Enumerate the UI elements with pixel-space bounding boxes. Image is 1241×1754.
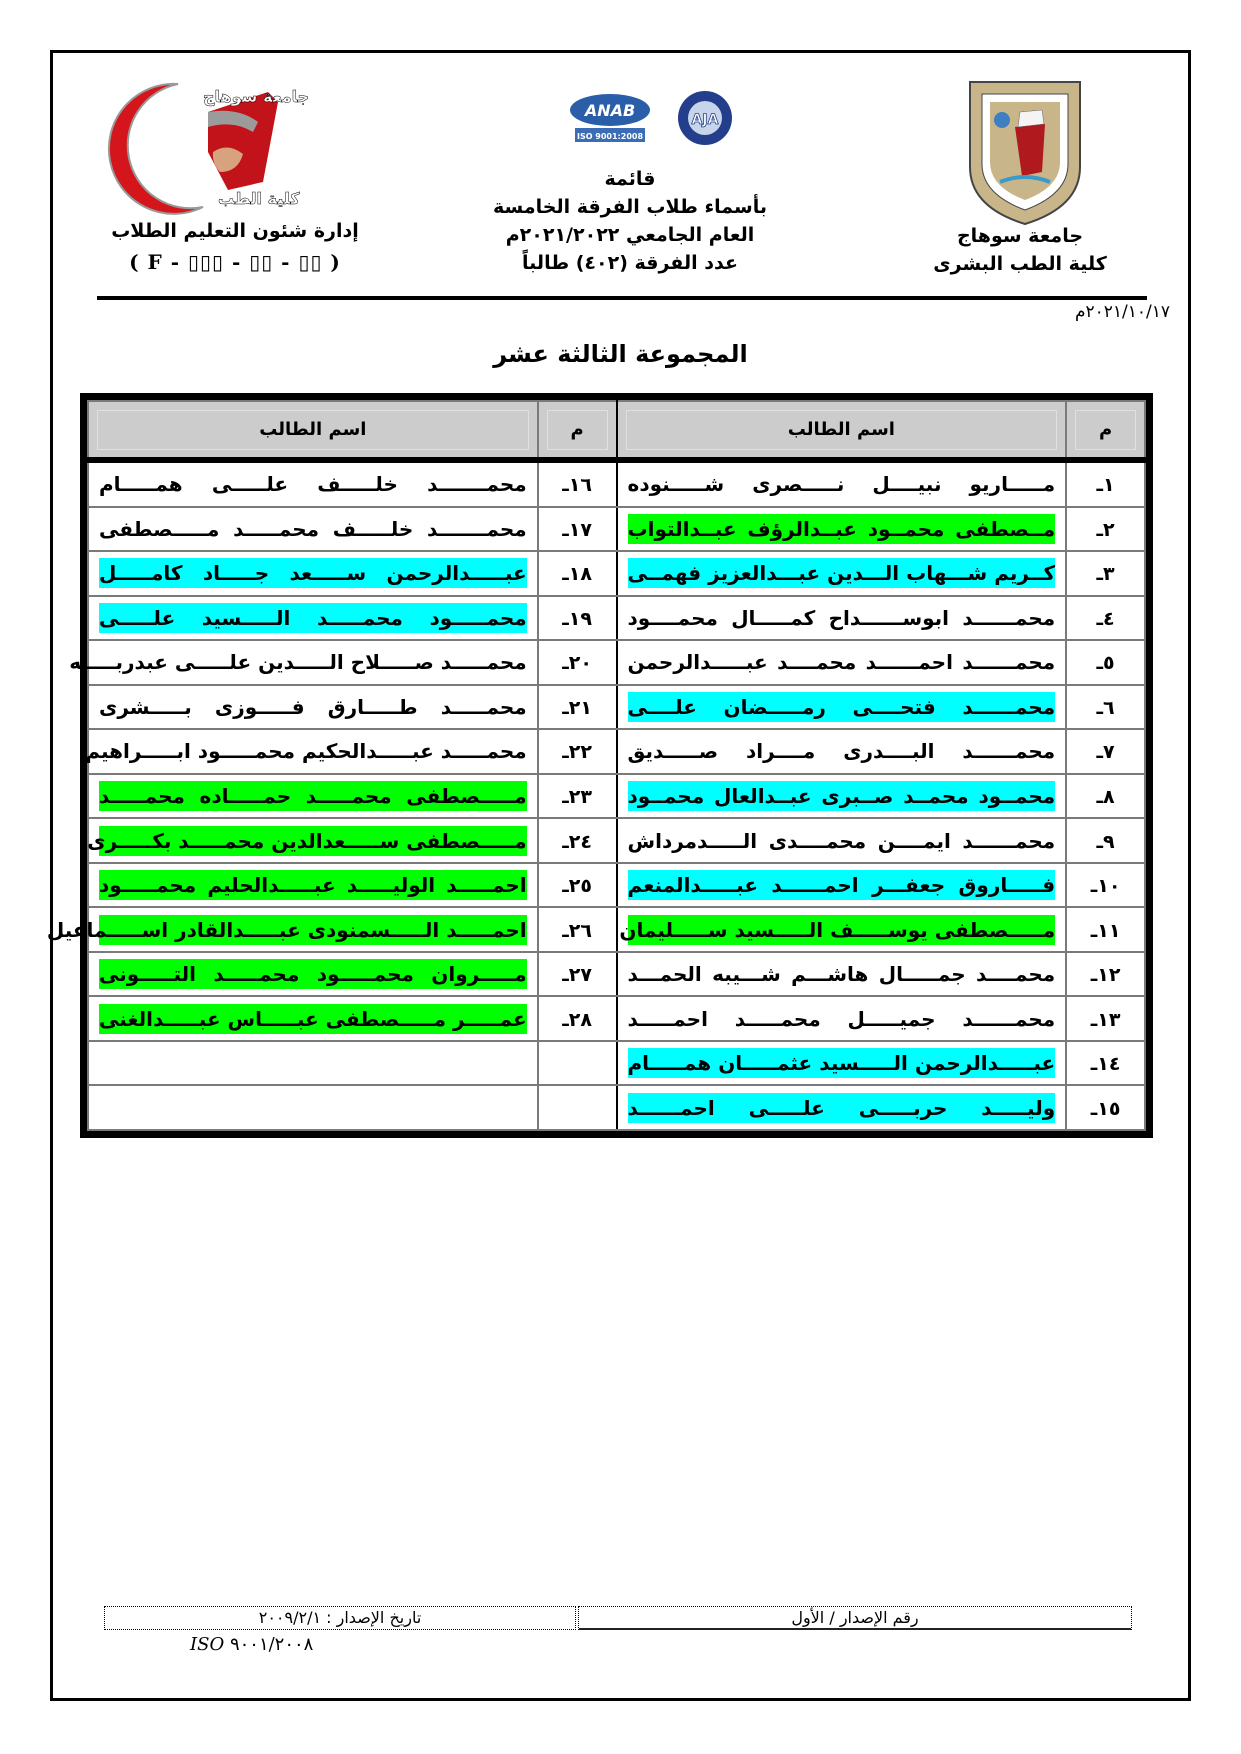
number-cell — [1066, 596, 1145, 641]
header-num-right: م — [1066, 401, 1145, 460]
issue-date-box — [104, 1606, 576, 1630]
student-number: ٤ـ — [1096, 607, 1115, 630]
name-cell — [88, 551, 538, 596]
students-table-frame — [46, 393, 1153, 1138]
university-block — [920, 222, 1120, 278]
student-name: محمــــــد جميـــــل محمـــــد احمـــــد — [627, 1006, 1056, 1031]
number-cell — [538, 1041, 617, 1086]
student-name: محمـــــد عبـــــدالحكيم محمـــــود ابـــــراهيم — [85, 739, 527, 764]
name-cell — [88, 596, 538, 641]
student-number: ٧ـ — [1096, 741, 1115, 764]
name-cell — [88, 952, 538, 997]
student-number: ٩ـ — [1096, 830, 1115, 853]
anab-text: ANAB — [584, 101, 636, 120]
student-number: ١٢ـ — [1090, 964, 1121, 987]
number-cell — [1066, 996, 1145, 1041]
student-name: محمــــد جمـــــال هاشـــم شـــيبه الحمـــد — [627, 962, 1056, 987]
table-row — [88, 507, 1145, 552]
name-cell — [617, 1041, 1067, 1086]
table-row — [88, 1085, 1145, 1130]
table-row — [88, 1041, 1145, 1086]
student-number: ١٨ـ — [562, 563, 592, 586]
student-name: محمـــــود محمـــــد الـــــسيد علـــــى — [99, 603, 527, 633]
student-name: محمـــــــد خلـــــف علـــــى همـــــام — [99, 472, 527, 497]
student-name: فـــــاروق جعفـــر احمــــــد عبـــــدالمنعم — [628, 870, 1056, 900]
number-cell — [1066, 460, 1145, 507]
number-cell — [538, 685, 617, 730]
name-cell — [617, 551, 1067, 596]
number-cell — [538, 507, 617, 552]
student-number: ٦ـ — [1096, 696, 1115, 719]
number-cell — [538, 907, 617, 952]
university-name: جامعة سوهاج — [956, 225, 1084, 247]
student-name — [99, 1048, 527, 1078]
name-cell — [69, 640, 538, 685]
table-row — [88, 685, 1145, 730]
table-row — [88, 818, 1145, 863]
faculty-name: كلية الطب البشرى — [933, 253, 1107, 275]
number-cell — [1066, 729, 1145, 774]
table-row — [88, 640, 1145, 685]
student-number: ١٤ـ — [1090, 1053, 1121, 1076]
student-number: ٣ـ — [1096, 563, 1115, 586]
student-number: ٢ـ — [1096, 518, 1115, 541]
name-cell — [88, 996, 538, 1041]
student-number: ٢٨ـ — [562, 1008, 592, 1031]
number-cell — [538, 640, 617, 685]
department-name: إدارة شئون التعليم الطلاب — [111, 220, 359, 242]
number-cell — [1066, 818, 1145, 863]
iso-badge-text: ISO 9001:2008 — [576, 132, 644, 141]
academic-year: العام الجامعي ٢٠٢١/٢٠٢٢م — [505, 224, 755, 246]
student-count: عدد الفرقة (٤٠٢) طالباً — [522, 252, 738, 274]
student-number: ١٩ـ — [562, 607, 592, 630]
svg-text:جامعة سوهاج: جامعة سوهاج — [203, 87, 310, 106]
table-row — [88, 551, 1145, 596]
name-cell — [88, 507, 538, 552]
student-name: احمـــــد الـــــسمنودى عبـــــدالقادر اســـــماعيل — [99, 915, 527, 945]
number-cell — [1066, 640, 1145, 685]
name-cell — [617, 818, 1067, 863]
student-number: ٢٤ـ — [562, 830, 592, 853]
student-number: ٢١ـ — [562, 696, 592, 719]
table-row — [88, 863, 1145, 908]
table-row — [88, 907, 1145, 952]
university-logo — [960, 72, 1090, 227]
student-name: مـــــاريو نبيــــل نـــــصرى شـــــنوده — [627, 472, 1056, 497]
name-cell — [617, 460, 1067, 507]
number-cell — [538, 729, 617, 774]
number-cell — [1066, 507, 1145, 552]
number-cell — [538, 774, 617, 819]
certification-logos — [555, 88, 745, 148]
table-row — [88, 729, 1145, 774]
number-cell — [1066, 952, 1145, 997]
table-row — [88, 996, 1145, 1041]
name-cell — [617, 507, 1067, 552]
form-code: ( F - ▯▯▯ - ▯▯ - ▯▯ ) — [129, 250, 341, 274]
number-cell — [1066, 907, 1145, 952]
student-number: ٢٢ـ — [562, 741, 592, 764]
header-name-right: اسم الطالب — [617, 401, 1067, 460]
student-name: محمــــــد فتحــــى رمـــــضان علــــى — [628, 692, 1056, 722]
name-cell — [88, 685, 538, 730]
student-name: محمــــــد ابوســــــداح كمـــــال محمــــود — [627, 605, 1056, 630]
table-header-row — [88, 401, 1145, 460]
issue-date: تاريخ الإصدار : ٢٠٠٩/٢/١ — [258, 1608, 422, 1627]
name-cell — [617, 1085, 1067, 1130]
number-cell — [1066, 1041, 1145, 1086]
number-cell — [538, 863, 617, 908]
table-row — [88, 774, 1145, 819]
name-cell — [88, 460, 538, 507]
student-number: ٢٥ـ — [562, 875, 592, 898]
header-divider — [97, 296, 1147, 300]
student-number: ١٥ـ — [1090, 1097, 1121, 1120]
student-name: مـــــصطفى محمـــــد حمـــــاده محمـــــد — [99, 781, 527, 811]
number-cell — [1066, 1085, 1145, 1130]
number-cell — [1066, 551, 1145, 596]
student-name: محمــــــد البــــدرى مــــراد صـــــديق — [627, 739, 1056, 764]
number-cell — [538, 1085, 617, 1130]
table-row — [88, 596, 1145, 641]
name-cell — [46, 907, 538, 952]
student-name: مـــــروان محمـــــود محمـــــد التـــــونى — [99, 959, 527, 989]
student-number: ٥ـ — [1096, 652, 1115, 675]
name-cell — [617, 863, 1067, 908]
number-cell — [538, 818, 617, 863]
student-name: محمـــــد صـــــلاح الـــــدين علـــــى عبدربـــــه — [69, 650, 527, 675]
document-title-block — [470, 165, 790, 277]
aja-text: AJA — [691, 112, 719, 128]
name-cell — [88, 1041, 538, 1086]
number-cell — [1066, 685, 1145, 730]
student-name: مـــــصطفى ســـــعدالدين محمـــــد بكـــــرى — [99, 826, 527, 856]
name-cell — [617, 596, 1067, 641]
table-row — [88, 460, 1145, 507]
student-name: عبـــــدالرحمن الـــــسيد عثمـــــان همـــــام — [628, 1048, 1056, 1078]
number-cell — [1066, 863, 1145, 908]
header-name-left: اسم الطالب — [88, 401, 538, 460]
iso-number: ٩٠٠١/٢٠٠٨ — [229, 1634, 314, 1655]
student-number: ١ـ — [1096, 474, 1115, 497]
name-cell — [88, 863, 538, 908]
student-name: محمــــــد ايمــــن محمــــدى الـــــدمرداش — [627, 828, 1056, 853]
student-name: عمـــــر مـــــصطفى عبـــــاس عبـــــدالغنى — [99, 1004, 527, 1034]
issue-number-box — [578, 1606, 1132, 1630]
department-block — [100, 220, 370, 274]
header-num-left: م — [538, 401, 617, 460]
number-cell — [538, 551, 617, 596]
name-cell — [617, 640, 1067, 685]
student-name — [99, 1093, 527, 1123]
student-number: ٢٠ـ — [562, 652, 592, 675]
title-line-1: قائمة — [604, 168, 656, 190]
student-name: محمــود محمــد صــبرى عبــدالعال محمــود — [628, 781, 1056, 811]
student-name: محمـــــــد خلـــــف محمـــــد مـــــصطفى — [99, 516, 527, 541]
iso-label: ISO — [190, 1634, 225, 1655]
document-date: ٢٠٢١/١٠/١٧م — [1074, 302, 1170, 322]
name-cell — [617, 729, 1067, 774]
name-cell — [85, 729, 538, 774]
name-cell — [88, 1085, 538, 1130]
student-name: وليـــــد حربـــــى علـــــى احمــــــد — [628, 1093, 1056, 1123]
group-title: المجموعة الثالثة عشر — [493, 340, 748, 368]
student-number: ٢٧ـ — [562, 964, 592, 987]
number-cell — [538, 460, 617, 507]
name-cell — [617, 996, 1067, 1041]
student-name: مــصطفى محمــود عبــدالرؤف عبــدالتواب — [628, 514, 1056, 544]
name-cell — [617, 774, 1067, 819]
name-cell — [88, 818, 538, 863]
title-line-2: بأسماء طلاب الفرقة الخامسة — [493, 196, 767, 218]
student-number: ٨ـ — [1096, 786, 1115, 808]
name-cell — [617, 907, 1067, 952]
student-name: محمـــــد طـــــارق فـــــوزى بـــــشرى — [99, 694, 527, 719]
student-number: ١٣ـ — [1090, 1008, 1121, 1031]
student-name: مـــــصطفى يوســـــف الـــــسيد ســـــليمان — [628, 915, 1056, 945]
student-number: ١٠ـ — [1090, 875, 1121, 898]
number-cell — [538, 996, 617, 1041]
student-name: كــريم شـــهاب الـــدين عبـــدالعزيز فهمــى — [628, 558, 1056, 588]
students-table — [46, 400, 1146, 1131]
faculty-logo — [108, 72, 308, 212]
table-row — [88, 952, 1145, 997]
name-cell — [88, 774, 538, 819]
student-number: ١٧ـ — [562, 518, 592, 541]
student-name: احمـــــد الوليـــــد عبـــــدالحليم محمـــــود — [99, 870, 527, 900]
student-number: ١١ـ — [1090, 919, 1121, 942]
number-cell — [538, 596, 617, 641]
issue-number: رقم الإصدار / الأول — [791, 1608, 919, 1627]
student-number: ٢٦ـ — [562, 919, 592, 942]
name-cell — [617, 685, 1067, 730]
name-cell — [617, 952, 1067, 997]
student-name: عبـــــدالرحمن ســـــعد جـــــاد كامـــــل — [99, 558, 527, 588]
number-cell — [538, 952, 617, 997]
number-cell — [1066, 774, 1145, 819]
student-name: محمــــــد احمــــــد محمــــد عبـــــدالرحمن — [627, 650, 1056, 675]
student-number: ١٦ـ — [562, 474, 592, 497]
svg-text:كلية الطب: كلية الطب — [218, 189, 300, 208]
iso-reference — [190, 1634, 313, 1655]
student-number: ٢٣ـ — [562, 786, 592, 808]
